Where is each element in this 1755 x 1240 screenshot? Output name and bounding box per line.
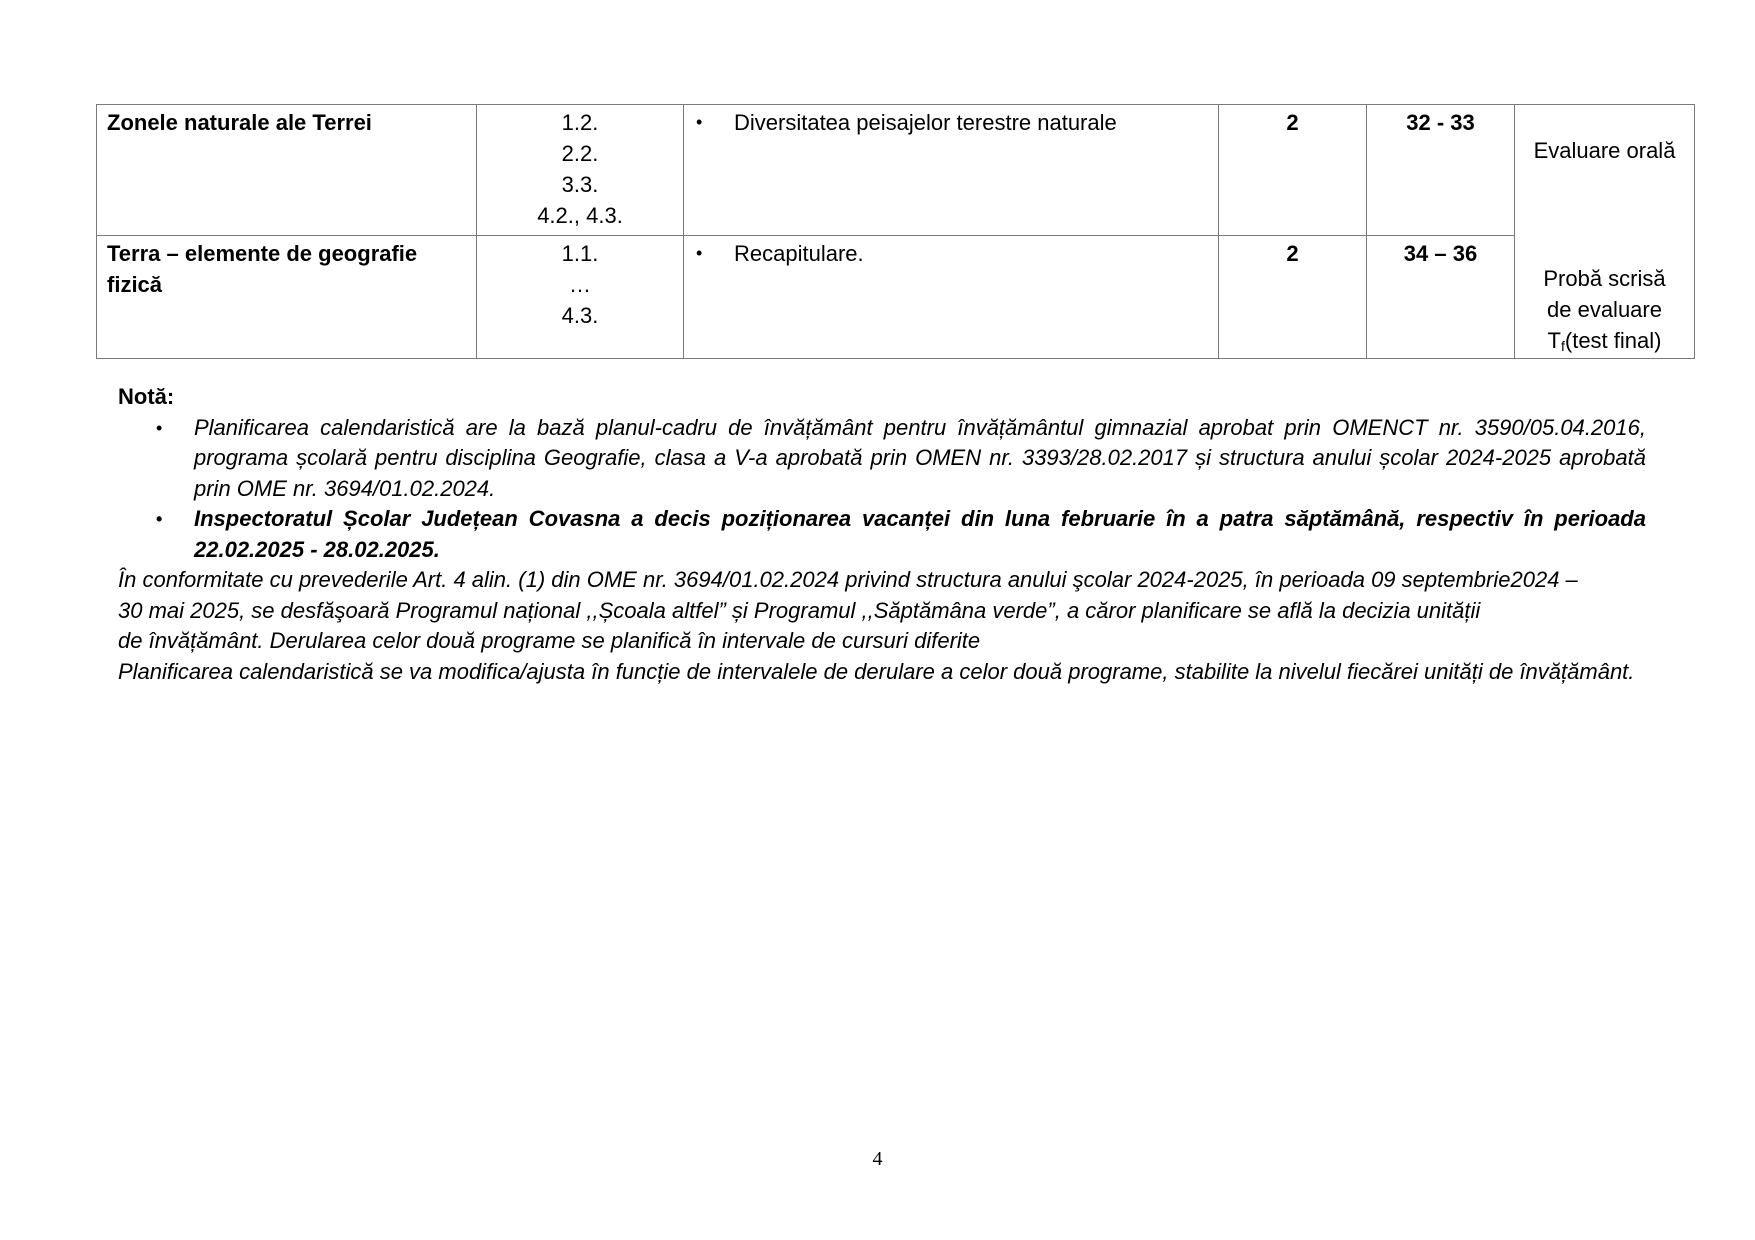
hours-cell xyxy=(1219,105,1367,236)
evaluation-final-test xyxy=(1515,325,1694,359)
note-paragraph-line: 30 mai 2025, se desfăşoară Programul național ,,Școala altfel” și Programul ,,Săptămâna verde”, a căror planificare se află la decizia unității xyxy=(118,597,1481,623)
weeks-cell xyxy=(1367,236,1515,359)
weeks-value: 32 - 33 xyxy=(1406,110,1475,135)
note-text: Planificarea calendaristică are la bază planul-cadru de învățământ pentru învățământul gimnazial aprobat prin OMENCT nr. 3590/05.04.2016, programa școlară pentru disciplina Geografie, clasa a V-a aprobată prin OMEN nr. 3393/28.02.2017 și structura anului școlar 2024-2025 aprobată prin OME nr. 3694/01.02.2024. xyxy=(194,414,1646,501)
table-row xyxy=(97,236,1695,359)
hours-value: 2 xyxy=(1286,241,1299,266)
table-row xyxy=(97,105,1695,236)
unit-cell xyxy=(97,236,477,359)
competences-cell xyxy=(477,105,684,236)
evaluation-written xyxy=(1515,263,1694,359)
unit-title: Zonele naturale ale Terrei xyxy=(107,110,372,135)
weeks-cell xyxy=(1367,105,1515,236)
competence: 4.3. xyxy=(561,303,599,328)
bullet-icon: • xyxy=(696,243,703,263)
competences-cell xyxy=(477,236,684,359)
competence: 4.2., 4.3. xyxy=(537,203,623,228)
note-paragraph: Planificarea calendaristică se va modifica/ajusta în funcție de intervalele de derulare a celor două programe, stabilite la nivelul fiecărei unități de învățământ. xyxy=(118,658,1635,684)
content-text: Diversitatea peisajelor terestre naturale xyxy=(734,110,1117,135)
unit-title: Terra – elemente de geografie fizică xyxy=(107,241,418,297)
competence: … xyxy=(569,272,591,297)
tf-sub: f xyxy=(1560,338,1565,354)
weeks-value: 34 – 36 xyxy=(1403,241,1478,266)
list-item xyxy=(118,504,1646,565)
evaluation-written-line: de evaluare xyxy=(1547,297,1662,322)
competence: 2.2. xyxy=(561,141,599,166)
evaluation-oral: Evaluare orală xyxy=(1533,138,1676,163)
planning-table xyxy=(96,104,1695,359)
bullet-icon: • xyxy=(696,112,703,132)
note-paragraph-line: În conformitate cu prevederile Art. 4 alin. (1) din OME nr. 3694/01.02.2024 privind structura anului şcolar 2024-2025, în perioada 09 septembrie2024 – xyxy=(118,567,1578,592)
page-number: 4 xyxy=(872,1148,883,1170)
competence: 1.1. xyxy=(561,241,599,266)
note-text: Inspectoratul Școlar Județean Covasna a decis poziționarea vacanței din luna februarie în a patra săptămână, respectiv în perioada 22.02.2025 - 28.02.2025. xyxy=(194,506,1646,562)
note-paragraph-line: de învățământ. Derularea celor două programe se planifică în intervale de cursuri diferite xyxy=(118,628,981,653)
tf-rest: (test final) xyxy=(1564,328,1662,353)
content-text: Recapitulare. xyxy=(734,241,864,266)
notes-list xyxy=(118,413,1646,566)
competence: 3.3. xyxy=(561,172,599,197)
tf-main: T xyxy=(1547,328,1561,353)
content-cell xyxy=(684,105,1219,236)
list-item xyxy=(118,413,1646,505)
bullet-icon: • xyxy=(156,509,163,529)
unit-cell xyxy=(97,105,477,236)
notes-title: Notă: xyxy=(118,384,175,409)
evaluation-cell xyxy=(1515,105,1695,359)
content-cell xyxy=(684,236,1219,359)
bullet-icon: • xyxy=(156,417,163,438)
hours-cell xyxy=(1219,236,1367,359)
hours-value: 2 xyxy=(1286,110,1299,135)
notes-section xyxy=(118,382,1646,687)
competence: 1.2. xyxy=(561,110,599,135)
evaluation-written-line: Probă scrisă xyxy=(1543,266,1666,291)
